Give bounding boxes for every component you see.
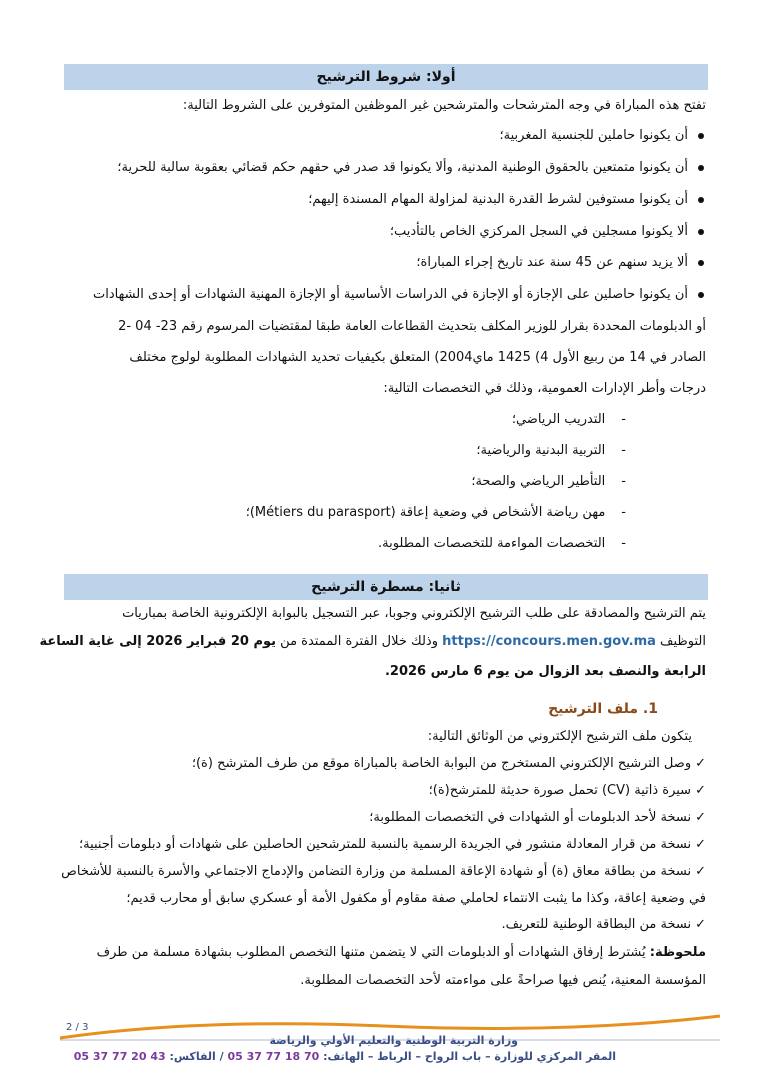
bullet-icon [698,197,704,203]
condition-item: أن يكونوا متمتعين بالحقوق الوطنية المدنية، وألا يكونوا قد صدر في حقهم حكم قضائي بعقوبة سالبة للحرية؛ [117,160,704,175]
document-item: ✓نسخة لأحد الدبلومات أو الشهادات في التخصصات المطلوبة؛ [369,810,706,825]
footer-fax: 05 37 77 20 43 [73,1050,166,1063]
document-item: ✓نسخة من البطاقة الوطنية للتعريف. [501,917,706,932]
footer-phone: 05 37 77 18 70 [227,1050,320,1063]
bullet-icon [698,133,704,139]
condition-degree-line: درجات وأطر الإدارات العمومية، وذلك في التخصصات التالية: [383,381,706,396]
specialty-item: -التخصصات المواءمة للتخصصات المطلوبة. [377,536,626,551]
specialty-item: -التربية البدنية والرياضية؛ [476,443,626,458]
condition-item: ألا يكونوا مسجلين في السجل المركزي الخاص بالتأديب؛ [390,224,704,239]
docs-intro: يتكون ملف الترشيح الإلكتروني من الوثائق التالية: [427,729,692,744]
page-number: 2 / 3 [66,1022,89,1033]
condition-item: ألا يزيد سنهم عن 45 سنة عند تاريخ إجراء المباراة؛ [416,255,704,270]
condition-item: أن يكونوا حاملين للجنسية المغربية؛ [500,128,704,143]
procedure-paragraph-line: التوظيف https://concours.men.gov.ma وذلك خلال الفترة الممتدة من يوم 20 فبراير 2026 إلى غاية الساعة [39,634,706,649]
document-item: ✓نسخة من قرار المعادلة منشور في الجريدة الرسمية بالنسبة للمترشحين الحاصلين على شهادات أو دبلومات أجنبية؛ [78,837,706,852]
section-header-conditions: أولا: شروط الترشيح [64,64,708,90]
checkmark-icon: ✓ [695,810,706,825]
specialty-item: -التأطير الرياضي والصحة؛ [471,474,626,489]
specialty-item: -مهن رياضة الأشخاص في وضعية إعاقة (Métiers du parasport)؛ [245,505,626,520]
note-line: ملحوظة: يُشترط إرفاق الشهادات أو الدبلومات التي لا يتضمن متنها التخصص المطلوب بشهادة مسلمة من طرف [96,945,706,960]
condition-degree-line: الصادر في 14 من ربيع الأول 4) 1425 ماي2004) المتعلق بكيفيات تحديد الشهادات المطلوبة لولوج مختلف [129,350,706,365]
document-item: ✓نسخة من بطاقة معاق (ة) أو شهادة الإعاقة المسلمة من وزارة التضامن والإدماج الاجتماعي والأسرة بالنسبة للأشخاص [61,864,706,879]
bullet-icon [698,165,704,171]
subsection-title: 1. ملف الترشيح [548,701,658,717]
portal-link[interactable]: https://concours.men.gov.ma [442,634,656,649]
bullet-icon [698,260,704,266]
document-item: ✓وصل الترشيح الإلكتروني المستخرج من البوابة الخاصة بالمباراة موقع من طرف المترشح (ة)؛ [191,756,706,771]
condition-item-degree: أن يكونوا حاصلين على الإجازة أو الإجازة في الدراسات الأساسية أو الإجازة المهنية الشهادات أو إحدى الشهادات [93,287,704,302]
condition-item: أن يكونوا مستوفين لشرط القدرة البدنية لمزاولة المهام المسندة إليهم؛ [308,192,704,207]
checkmark-icon: ✓ [695,837,706,852]
procedure-deadline: الرابعة والنصف بعد الزوال من يوم 6 مارس 2026. [384,664,706,679]
document-item: ✓سيرة ذاتية (CV) تحمل صورة حديثة للمترشح(ة)؛ [428,783,706,798]
footer-ministry: وزارة التربية الوطنية والتعليم الأولي والرياضة [269,1034,518,1047]
conditions-intro: تفتح هذه المباراة في وجه المترشحات والمترشحين غير الموظفين المتوفرين على الشروط التالية: [182,98,706,113]
note-line: المؤسسة المعنية، يُنص فيها صراحةً على مواءمته لأحد التخصصات المطلوبة. [300,973,706,988]
specialty-item: -التدريب الرياضي؛ [511,412,626,427]
checkmark-icon: ✓ [695,783,706,798]
checkmark-icon: ✓ [695,917,706,932]
note-label: ملحوظة: [649,945,706,960]
procedure-paragraph-line: يتم الترشيح والمصادقة على طلب الترشيح الإلكتروني وجوبا، عبر التسجيل بالبوابة الإلكترونية الخاصة بمباريات [122,606,706,621]
bullet-icon [698,229,704,235]
checkmark-icon: ✓ [695,864,706,879]
section-header-procedure: ثانيا: مسطرة الترشيح [64,574,708,600]
footer-address: المقر المركزي للوزارة – باب الرواح – الرباط – الهاتف: 05 37 77 18 70 / الفاكس: 05 37 77 20 43 [73,1050,616,1063]
checkmark-icon: ✓ [695,756,706,771]
bullet-icon [698,292,704,298]
condition-degree-line: أو الدبلومات المحددة بقرار للوزير المكلف بتحديث القطاعات العامة طبقا لمقتضيات المرسوم رقم 23- 04 -2 [118,319,706,334]
document-item-continued: في وضعية إعاقة، وكذا ما يثبت الانتماء لحاملي صفة مقاوم أو مكفول الأمة أو عسكري سابق أو محارب قديم؛ [126,891,706,906]
